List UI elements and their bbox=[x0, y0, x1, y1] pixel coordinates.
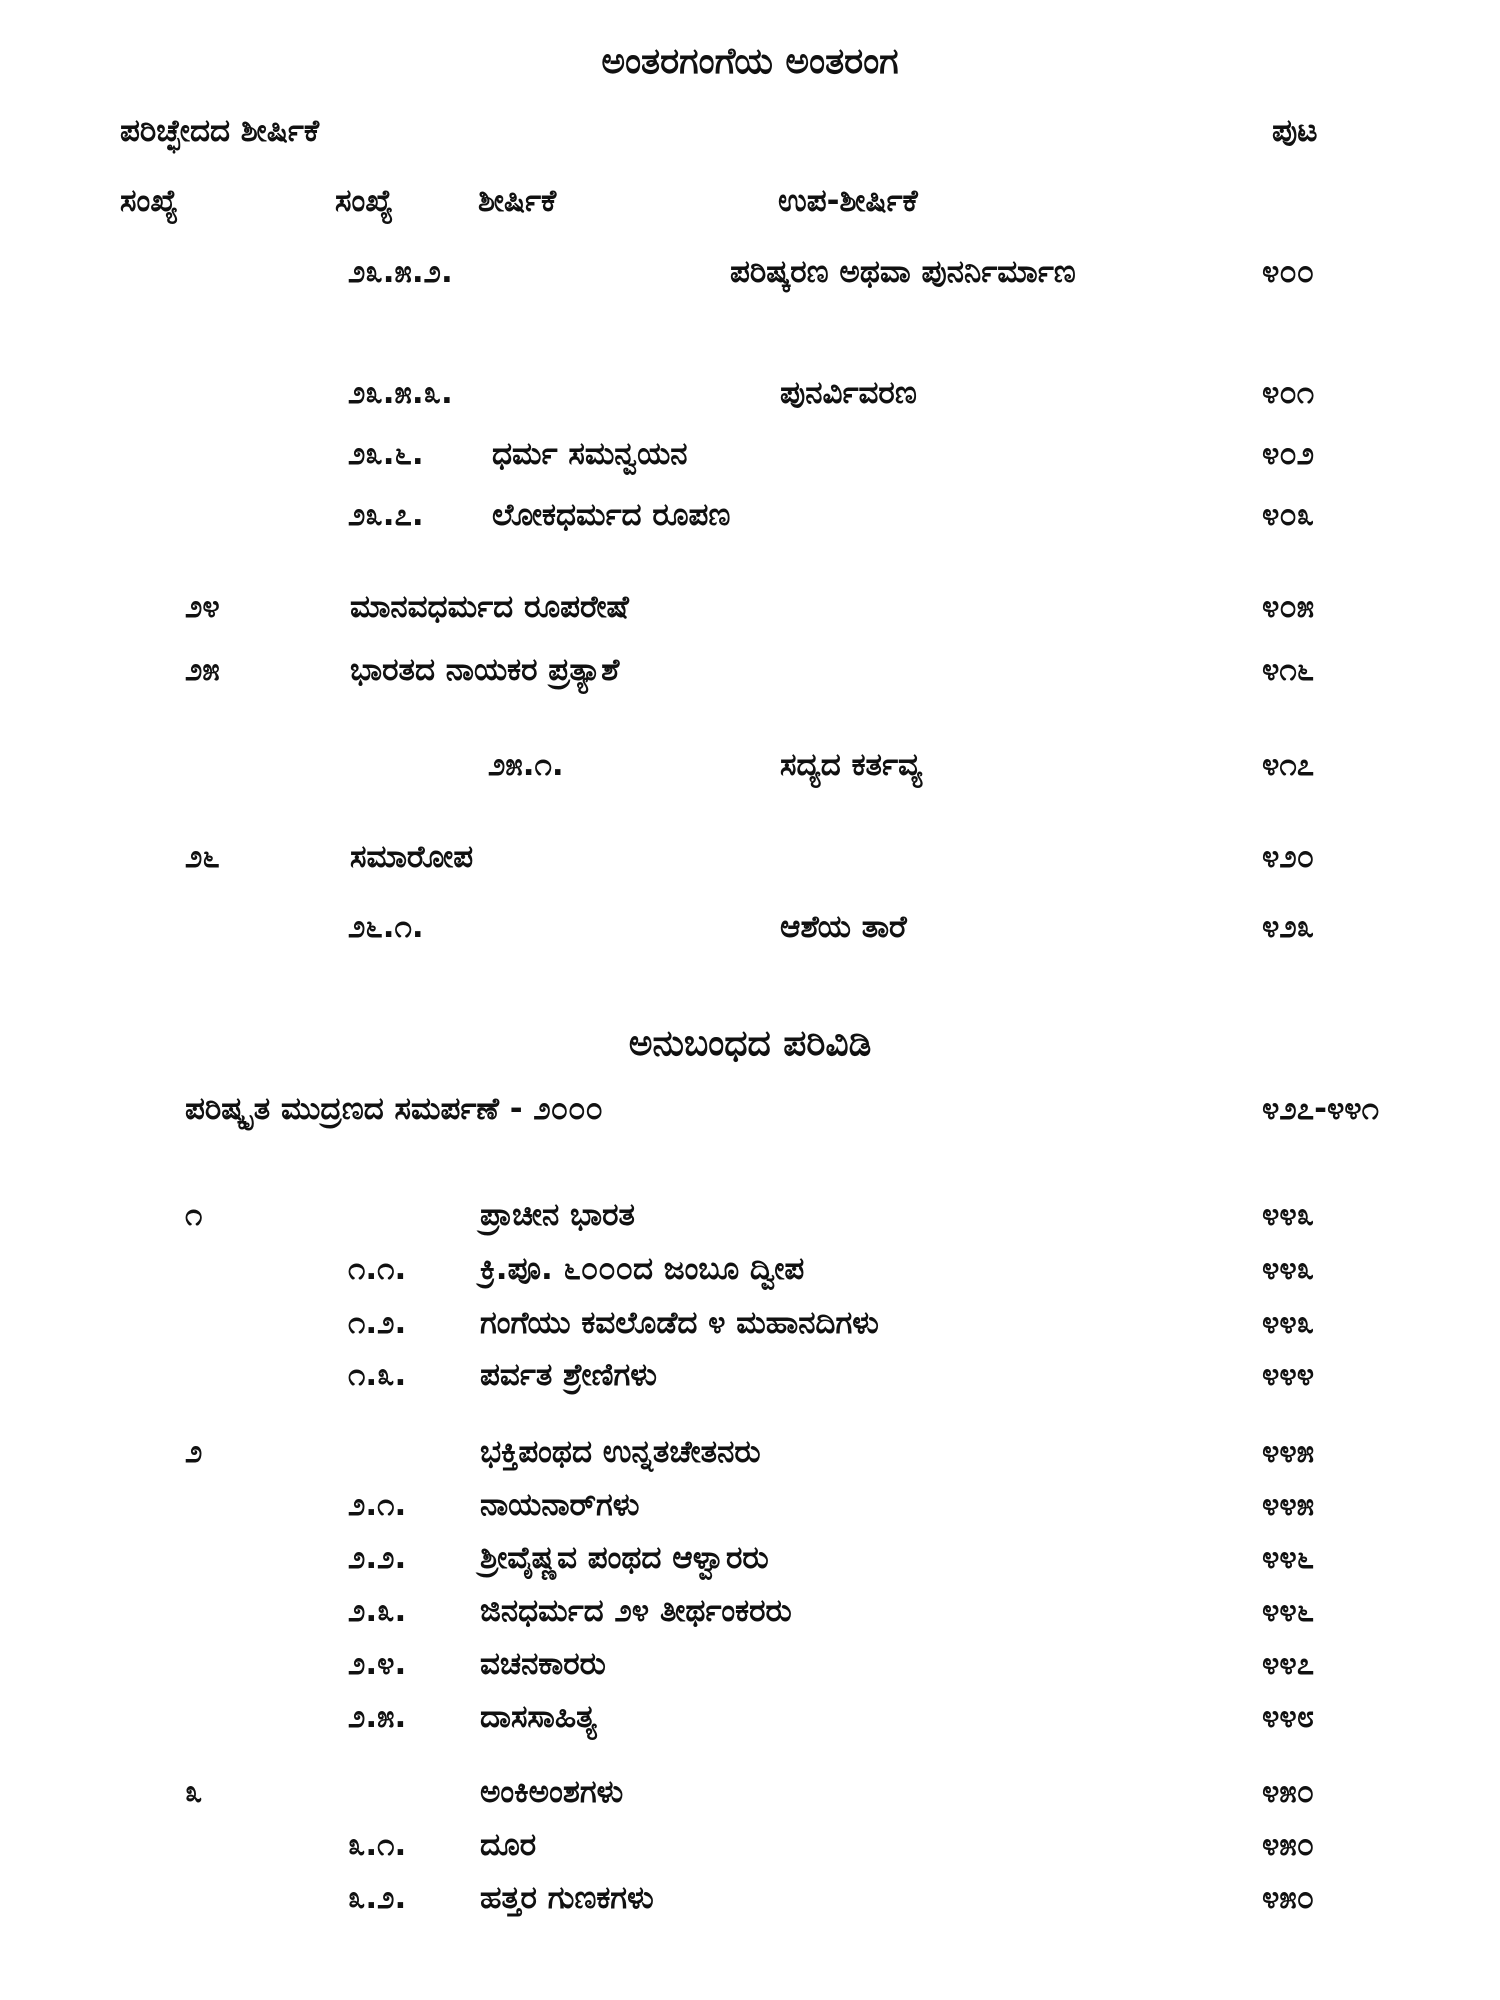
toc-subheading: ಪುನರ್ವಿವರಣ bbox=[780, 375, 917, 411]
toc-subheading: ಸದ್ಯದ ಕರ್ತವ್ಯ bbox=[780, 747, 923, 783]
appendix-page-number: ೪೪೫ bbox=[1262, 1434, 1315, 1470]
appendix-page-number: ೪೪೭ bbox=[1262, 1646, 1315, 1682]
header-page: ಪುಟ bbox=[1272, 113, 1318, 149]
appendix-number: ೨.೨. bbox=[348, 1540, 407, 1576]
appendix-number: ೧ bbox=[185, 1197, 203, 1233]
toc-heading: ಧರ್ಮ ಸಮನ್ವಯನ bbox=[492, 436, 688, 472]
header-number-2: ಸಂಖ್ಯೆ bbox=[335, 183, 394, 219]
header-heading: ಶೀರ್ಷಿಕೆ bbox=[478, 183, 557, 219]
toc-chapter-number: ೨೫ bbox=[185, 652, 220, 688]
toc-number: ೨೩.೫.೨. bbox=[348, 254, 453, 290]
appendix-page-number: ೪೫೦ bbox=[1262, 1774, 1315, 1810]
appendix-number: ೨.೧. bbox=[348, 1487, 407, 1523]
toc-number: ೨೩.೭. bbox=[348, 497, 424, 533]
toc-number: ೨೩.೬. bbox=[348, 436, 424, 472]
appendix-page-number: ೪೪೩ bbox=[1262, 1305, 1315, 1341]
toc-page-number: ೪೦೨ bbox=[1262, 436, 1315, 472]
appendix-item: ಭಕ್ತಿಪಂಥದ ಉನ್ನತಚೇತನರು bbox=[480, 1434, 761, 1470]
appendix-number: ೩.೧. bbox=[348, 1827, 407, 1863]
appendix-item: ನಾಯನಾರ್‌ಗಳು bbox=[480, 1487, 640, 1523]
appendix-number: ೨.೫. bbox=[348, 1699, 407, 1735]
appendix-page-number: ೪೫೦ bbox=[1262, 1827, 1315, 1863]
appendix-number: ೩.೨. bbox=[348, 1880, 407, 1916]
appendix-number: ೩ bbox=[185, 1774, 203, 1810]
toc-subheading: ಪರಿಷ್ಕರಣ ಅಥವಾ ಪುನರ್ನಿರ್ಮಾಣ bbox=[730, 254, 1076, 290]
appendix-page-number: ೪೨೭-೪೪೧ bbox=[1262, 1091, 1380, 1127]
appendix-item: ಶ್ರೀವೈಷ್ಣವ ಪಂಥದ ಆಳ್ವಾರರು bbox=[480, 1540, 769, 1576]
appendix-number: ೧.೨. bbox=[348, 1305, 407, 1341]
toc-page-number: ೪೧೬ bbox=[1262, 652, 1315, 688]
appendix-item: ದೂರ bbox=[480, 1827, 537, 1863]
toc-chapter-number: ೨೬ bbox=[185, 839, 220, 875]
appendix-number: ೨ bbox=[185, 1434, 203, 1470]
toc-chapter-number: ೨೪ bbox=[185, 589, 220, 625]
appendix-item: ವಚನಕಾರರು bbox=[480, 1646, 606, 1682]
header-chapter-title: ಪರಿಚ್ಛೇದದ ಶೀರ್ಷಿಕೆ bbox=[120, 113, 320, 149]
appendix-number: ೨.೪. bbox=[348, 1646, 407, 1682]
appendix-page-number: ೪೪೫ bbox=[1262, 1487, 1315, 1523]
appendix-page-number: ೪೪೬ bbox=[1262, 1540, 1315, 1576]
appendix-title: ಅನುಬಂಧದ ಪರಿವಿಡಿ bbox=[628, 1023, 872, 1064]
appendix-item: ಪರ್ವತ ಶ್ರೇಣಿಗಳು bbox=[480, 1357, 657, 1393]
appendix-item: ಅಂಕಿಅಂಶಗಳು bbox=[480, 1774, 624, 1810]
appendix-page-number: ೪೪೮ bbox=[1262, 1699, 1315, 1735]
appendix-number: ೧.೧. bbox=[348, 1251, 407, 1287]
appendix-item: ಪ್ರಾಚೀನ ಭಾರತ bbox=[480, 1197, 635, 1233]
appendix-number: ೨.೩. bbox=[348, 1593, 407, 1629]
toc-page-number: ೪೨೦ bbox=[1262, 839, 1315, 875]
appendix-item: ಕ್ರಿ.ಪೂ. ೬೦೦೦ದ ಜಂಬೂ ದ್ವೀಪ bbox=[480, 1251, 805, 1287]
toc-page-number: ೪೦೧ bbox=[1262, 375, 1315, 411]
appendix-item: ಜಿನಧರ್ಮದ ೨೪ ತೀರ್ಥಂಕರರು bbox=[480, 1593, 792, 1629]
header-number: ಸಂಖ್ಯೆ bbox=[120, 183, 179, 219]
toc-page-number: ೪೧೭ bbox=[1262, 747, 1315, 783]
toc-chapter-title: ಸಮಾರೋಪ bbox=[350, 839, 474, 875]
appendix-page-number: ೪೪೪ bbox=[1262, 1357, 1315, 1393]
header-subheading: ಉಪ-ಶೀರ್ಷಿಕೆ bbox=[778, 183, 918, 219]
toc-page-number: ೪೦೫ bbox=[1262, 589, 1315, 625]
toc-page-number: ೪೦೦ bbox=[1262, 254, 1315, 290]
appendix-page-number: ೪೪೩ bbox=[1262, 1251, 1315, 1287]
page-title: ಅಂತರಗಂಗೆಯ ಅಂತರಂಗ bbox=[601, 41, 899, 82]
appendix-item: ಹತ್ತರ ಗುಣಕಗಳು bbox=[480, 1880, 654, 1916]
toc-chapter-title: ಭಾರತದ ನಾಯಕರ ಪ್ರತ್ಯಾಶೆ bbox=[350, 652, 620, 688]
appendix-number: ೧.೩. bbox=[348, 1357, 407, 1393]
appendix-item: ದಾಸಸಾಹಿತ್ಯ bbox=[480, 1699, 597, 1735]
appendix-page-number: ೪೫೦ bbox=[1262, 1880, 1315, 1916]
appendix-page-number: ೪೪೩ bbox=[1262, 1197, 1315, 1233]
appendix-item: ಪರಿಷ್ಕೃತ ಮುದ್ರಣದ ಸಮರ್ಪಣೆ - ೨೦೦೦ bbox=[185, 1091, 603, 1127]
toc-subheading: ಆಶೆಯ ತಾರೆ bbox=[780, 909, 907, 945]
toc-page-number: ೪೨೩ bbox=[1262, 909, 1315, 945]
appendix-item: ಗಂಗೆಯು ಕವಲೊಡೆದ ೪ ಮಹಾನದಿಗಳು bbox=[480, 1305, 879, 1341]
appendix-page-number: ೪೪೬ bbox=[1262, 1593, 1315, 1629]
toc-page-number: ೪೦೩ bbox=[1262, 497, 1315, 533]
toc-heading: ಲೋಕಧರ್ಮದ ರೂಪಣ bbox=[492, 497, 731, 533]
toc-number: ೨೬.೧. bbox=[348, 909, 424, 945]
toc-number: ೨೫.೧. bbox=[488, 747, 564, 783]
toc-number: ೨೩.೫.೩. bbox=[348, 375, 453, 411]
toc-chapter-title: ಮಾನವಧರ್ಮದ ರೂಪರೇಷೆ bbox=[350, 589, 629, 625]
